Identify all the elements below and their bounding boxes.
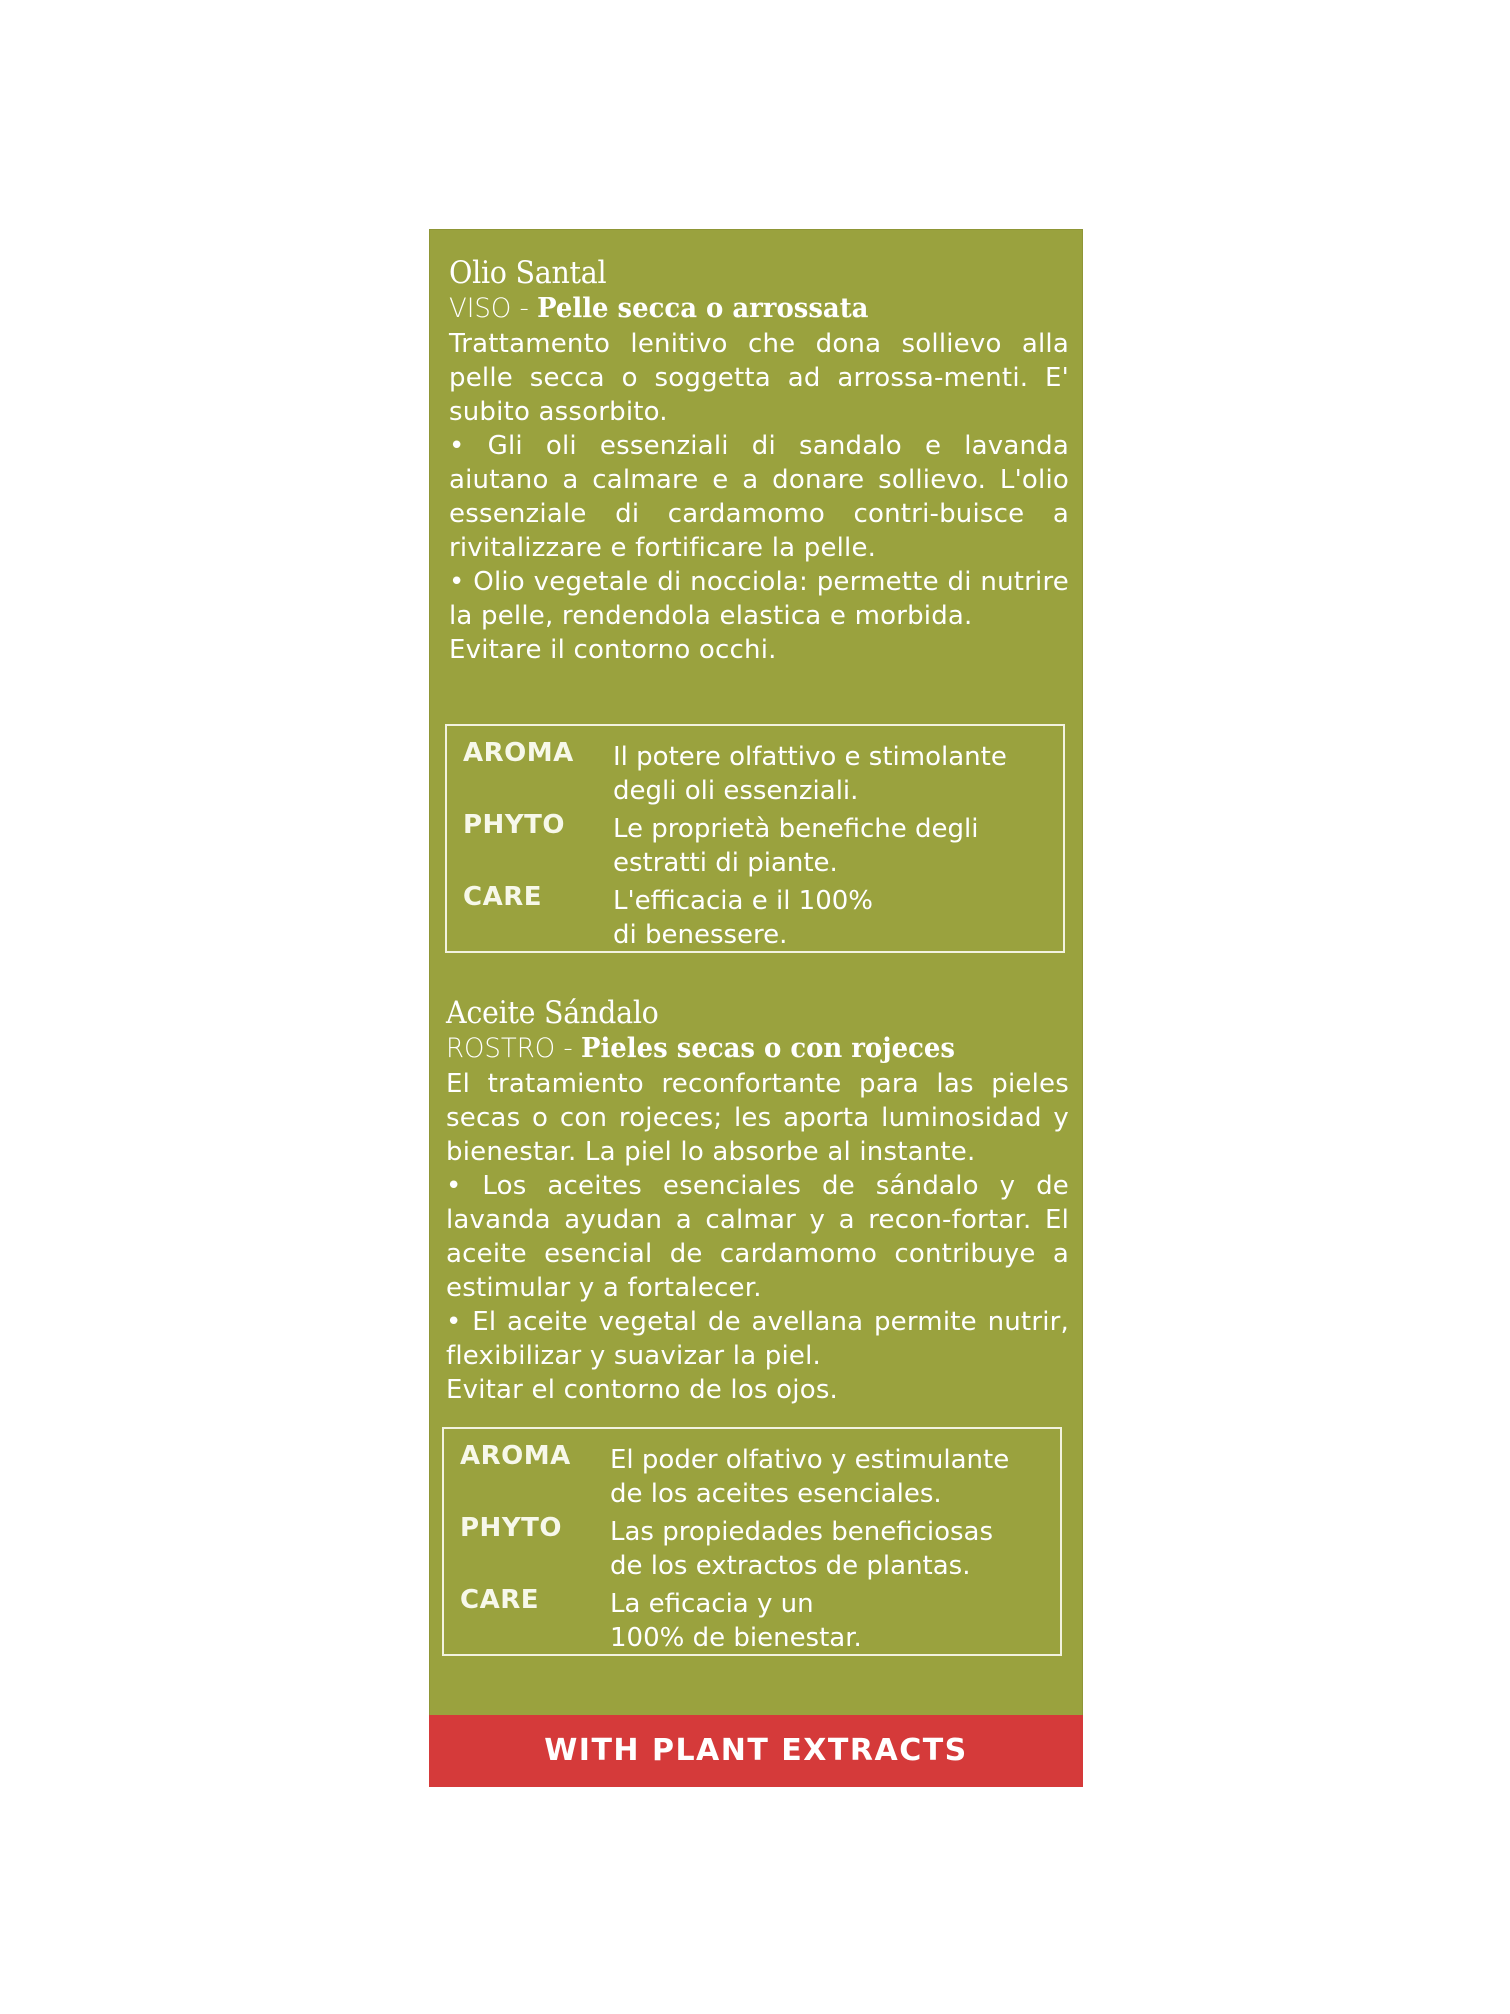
italian-feature-care xyxy=(447,880,1063,952)
italian-paragraph-1: Trattamento lenitivo che dona sollievo alla pelle secca o soggetta ad arrossa-menti. E' subito assorbito. xyxy=(449,329,1069,427)
feature-label: AROMA xyxy=(463,738,574,768)
italian-feature-phyto xyxy=(447,808,1063,880)
spanish-title: Aceite Sándalo xyxy=(446,995,659,1031)
italian-paragraph-3: • Olio vegetale di nocciola: permette di nutrire la pelle, rendendola elastica e morbida. xyxy=(449,567,1069,631)
spanish-paragraph-1: El tratamiento reconfortante para las pieles secas o con rojeces; les aporta luminosidad y bienestar. La piel lo absorbe al instante. xyxy=(446,1069,1069,1167)
italian-paragraph-4: Evitare il contorno occhi. xyxy=(449,635,777,665)
spanish-description xyxy=(446,1067,1069,1407)
italian-description xyxy=(449,327,1069,667)
product-label-panel xyxy=(429,229,1083,1787)
spanish-paragraph-3: • El aceite vegetal de avellana permite nutrir, flexibilizar y suavizar la piel. xyxy=(446,1307,1069,1371)
italian-subtitle xyxy=(449,291,1044,327)
italian-feature-box xyxy=(445,724,1065,953)
feature-label: CARE xyxy=(460,1585,539,1615)
plant-extracts-banner: WITH PLANT EXTRACTS xyxy=(429,1715,1083,1787)
feature-description: L'efficacia e il 100% di benessere. xyxy=(613,886,874,950)
feature-description: Il potere olfattivo e stimolante degli oli essenziali. xyxy=(613,742,1007,806)
feature-description: El poder olfativo y estimulante de los aceites esenciales. xyxy=(610,1445,1010,1509)
feature-label: PHYTO xyxy=(460,1513,562,1543)
feature-description: La eficacia y un 100% de bienestar. xyxy=(610,1589,862,1653)
spanish-feature-box xyxy=(442,1427,1062,1656)
spanish-paragraph-2: • Los aceites esenciales de sándalo y de lavanda ayudan a calmar y a recon-fortar. El aceite esencial de cardamomo contribuye a estimular y a fortalecer. xyxy=(446,1171,1069,1303)
spanish-paragraph-4: Evitar el contorno de los ojos. xyxy=(446,1375,839,1405)
feature-label: AROMA xyxy=(460,1441,571,1471)
feature-description: Las propiedades beneficiosas de los extractos de plantas. xyxy=(610,1517,994,1581)
feature-description: Le proprietà benefiche degli estratti di piante. xyxy=(613,814,979,878)
italian-title: Olio Santal xyxy=(449,255,607,291)
spanish-feature-care xyxy=(444,1583,1060,1655)
italian-subtitle-rest: Pelle secca o arrossata xyxy=(537,293,869,324)
italian-paragraph-2: • Gli oli essenziali di sandalo e lavanda aiutano a calmare e a donare sollievo. L'olio essenziale di cardamomo contri-buisce a rivitalizzare e fortificare la pelle. xyxy=(449,431,1069,563)
feature-label: CARE xyxy=(463,882,542,912)
spanish-subtitle-rest: Pieles secas o con rojeces xyxy=(580,1033,955,1064)
spanish-feature-aroma xyxy=(444,1439,1060,1511)
spanish-subtitle xyxy=(446,1031,1044,1067)
spanish-feature-phyto xyxy=(444,1511,1060,1583)
feature-label: PHYTO xyxy=(463,810,565,840)
spanish-subtitle-cap: ROSTRO - xyxy=(446,1033,581,1064)
italian-section xyxy=(449,255,1069,667)
italian-feature-aroma xyxy=(447,736,1063,808)
italian-subtitle-cap: VISO - xyxy=(449,293,538,324)
spanish-section xyxy=(446,995,1069,1407)
